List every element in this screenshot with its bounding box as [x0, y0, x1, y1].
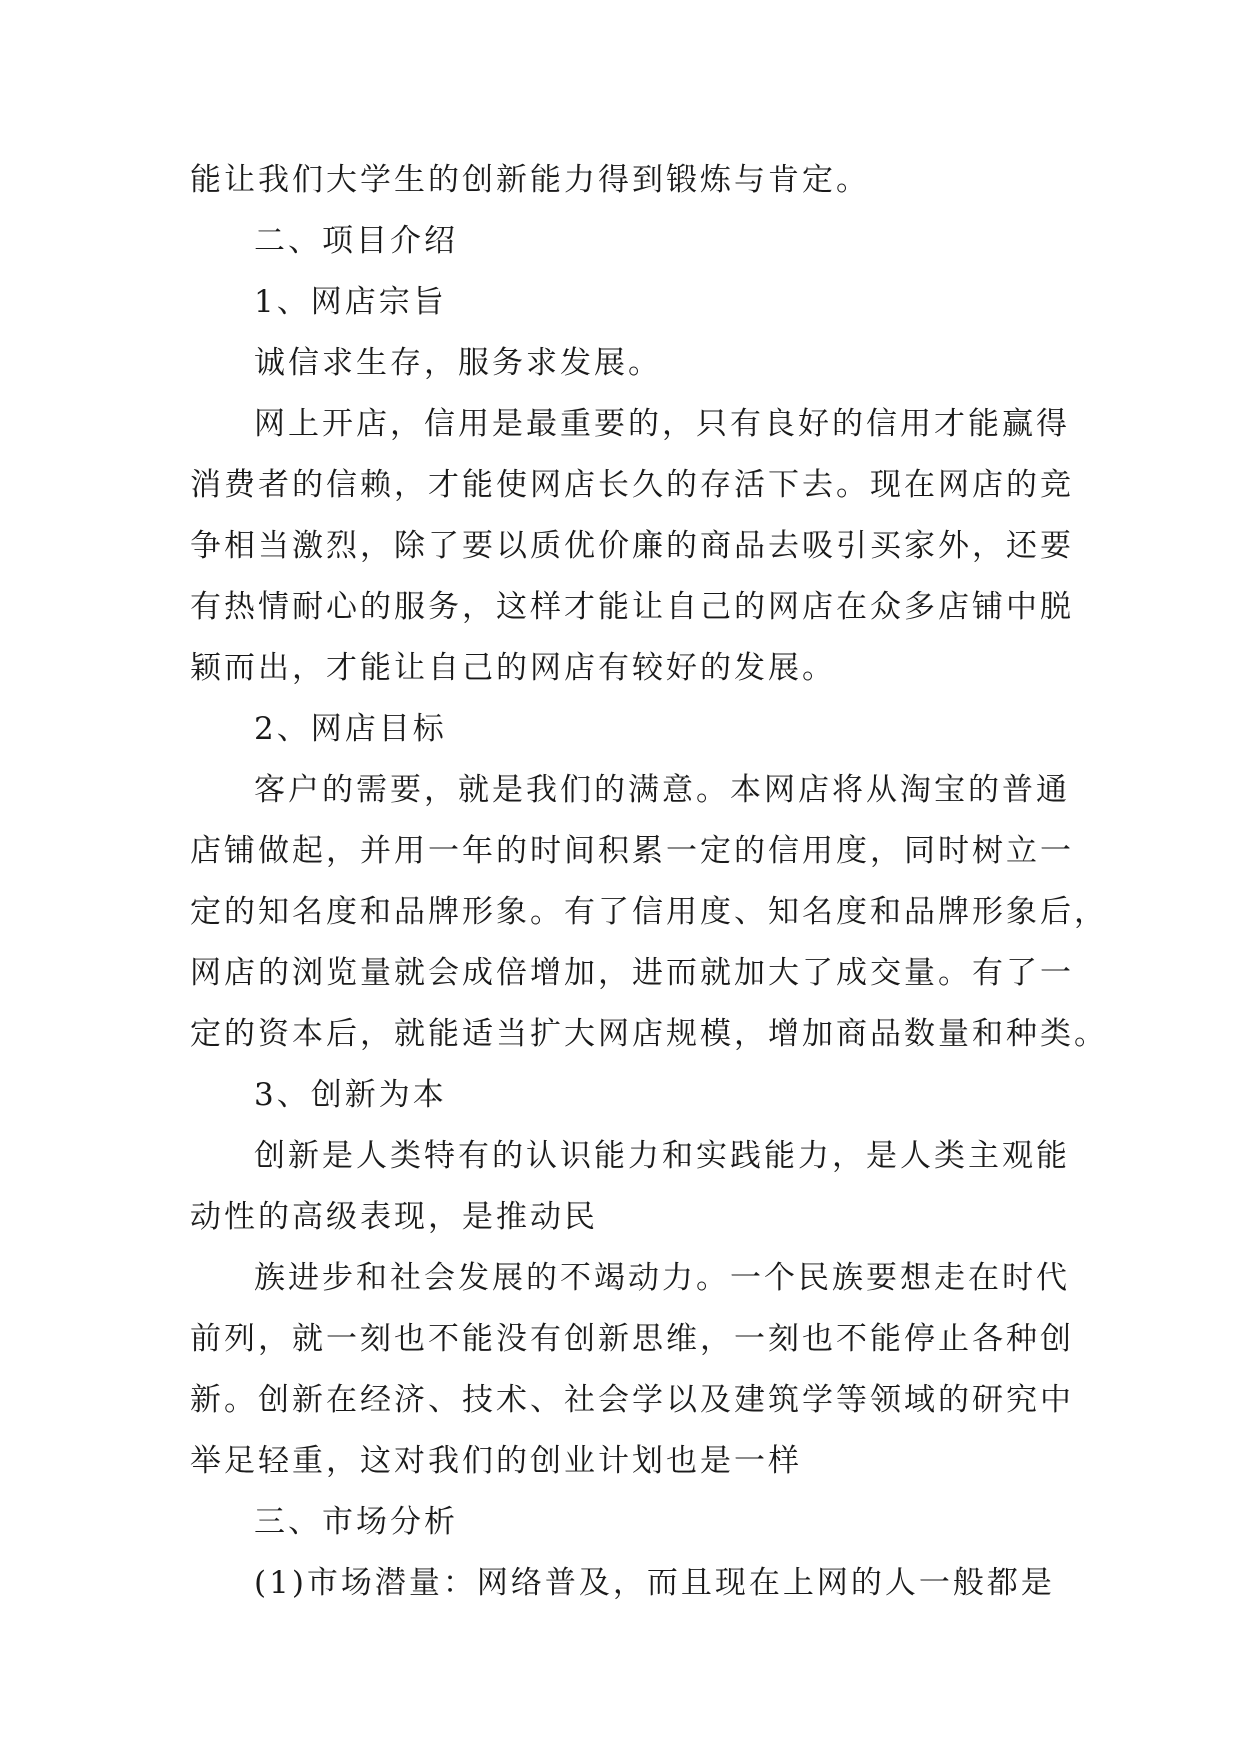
paragraph-start: (1)市场潜量：网络普及，而且现在上网的人一般都是 [254, 1565, 1055, 1601]
text-line: 消费者的信赖，才能使网店长久的存活下去。现在网店的竞 [190, 467, 1074, 503]
document-body [190, 150, 1108, 1614]
text-line: 动性的高级表现，是推动民 [190, 1199, 598, 1235]
text-line: 新。创新在经济、技术、社会学以及建筑学等领域的研究中 [190, 1382, 1074, 1418]
section-heading-project-intro: 二、项目介绍 [254, 223, 458, 259]
paragraph-start: 族进步和社会发展的不竭动力。一个民族要想走在时代 [254, 1260, 1070, 1296]
text-line: 诚信求生存，服务求发展。 [254, 345, 662, 381]
subheading-shop-goal: 2、网店目标 [254, 711, 447, 747]
paragraph-start: 创新是人类特有的认识能力和实践能力，是人类主观能 [254, 1138, 1070, 1174]
text-line: 网店的浏览量就会成倍增加，进而就加大了成交量。有了一 [190, 955, 1074, 991]
subheading-shop-purpose: 1、网店宗旨 [254, 284, 447, 320]
section-heading-market-analysis: 三、市场分析 [254, 1504, 458, 1540]
text-line: 前列，就一刻也不能没有创新思维，一刻也不能停止各种创 [190, 1321, 1074, 1357]
text-line: 能让我们大学生的创新能力得到锻炼与肯定。 [190, 162, 870, 198]
text-line: 争相当激烈，除了要以质优价廉的商品去吸引买家外，还要 [190, 528, 1074, 564]
text-line: 店铺做起，并用一年的时间积累一定的信用度，同时树立一 [190, 833, 1074, 869]
text-line: 定的知名度和品牌形象。有了信用度、知名度和品牌形象后， [190, 894, 1108, 930]
paragraph-start: 客户的需要，就是我们的满意。本网店将从淘宝的普通 [254, 772, 1070, 808]
paragraph-start: 网上开店，信用是最重要的，只有良好的信用才能赢得 [254, 406, 1070, 442]
text-line: 定的资本后，就能适当扩大网店规模，增加商品数量和种类。 [190, 1016, 1108, 1052]
text-line: 举足轻重，这对我们的创业计划也是一样 [190, 1443, 802, 1479]
text-line: 有热情耐心的服务，这样才能让自己的网店在众多店铺中脱 [190, 589, 1074, 625]
subheading-innovation: 3、创新为本 [254, 1077, 447, 1113]
text-line: 颖而出，才能让自己的网店有较好的发展。 [190, 650, 836, 686]
